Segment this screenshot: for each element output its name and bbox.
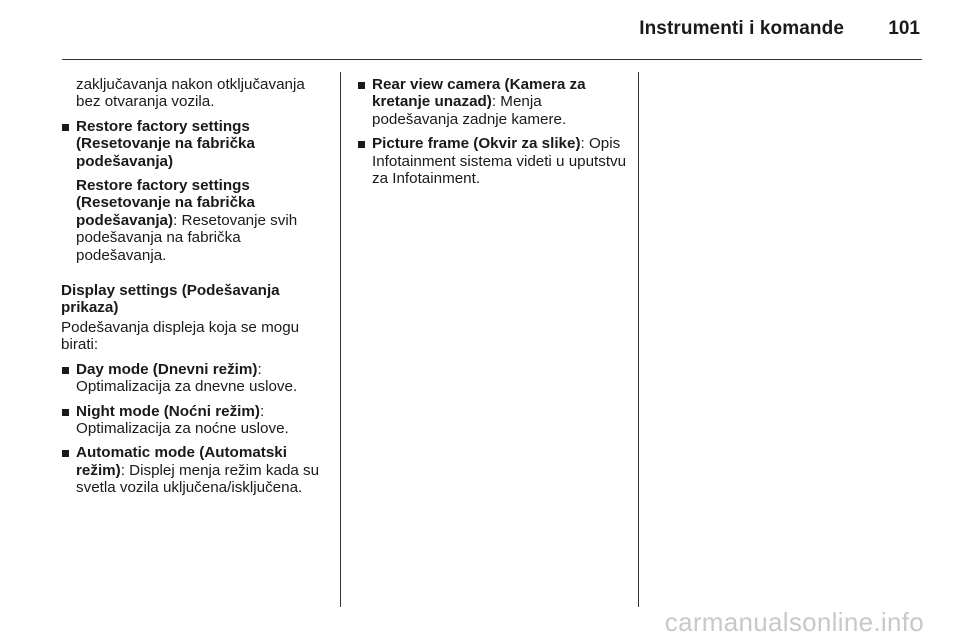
bullet-icon	[62, 450, 69, 457]
list-item-restore	[61, 118, 333, 264]
restore-description	[76, 177, 333, 264]
restore-heading: Restore factory settings (Resetovanje na fabrička podešavanja)	[76, 117, 255, 170]
display-settings-heading: Display settings (Podešavanja prikaza)	[61, 282, 280, 317]
page-number: 101	[888, 18, 920, 39]
bullet-icon	[62, 124, 69, 131]
item-text: : Optimalizacija za noćne uslove.	[76, 402, 289, 437]
item-text: : Menja podešavanja zadnje kamere.	[372, 93, 567, 128]
item-text: : Opis Infotainment sistema videti u uputstvu za Infotainment.	[372, 135, 627, 188]
item-bold: Day mode (Dnevni režim)	[76, 360, 258, 378]
column-2	[357, 76, 629, 187]
list-item	[61, 403, 333, 438]
header-title: Instrumenti i komande	[639, 18, 844, 39]
list-item	[357, 76, 629, 128]
page-header	[0, 0, 960, 62]
item-text: : Optimalizacija za dnevne uslove.	[76, 360, 298, 396]
item-bold: Rear view camera (Kamera za kretanje unazad)	[372, 76, 586, 111]
item-bold: Picture frame (Okvir za slike)	[372, 135, 581, 153]
item-bold: Night mode (Noćni režim)	[76, 402, 260, 420]
watermark: carmanualsonline.info	[664, 607, 924, 637]
bullet-icon	[358, 82, 365, 89]
list-item	[357, 135, 629, 187]
column-divider-1	[340, 72, 341, 607]
bullet-icon	[62, 367, 69, 374]
column-divider-2	[638, 72, 639, 607]
item-bold: Automatic mode (Automatski režim)	[76, 444, 287, 479]
bullet-icon	[62, 409, 69, 416]
restore-sub-bold: Restore factory settings (Resetovanje na fabrička podešavanja)	[76, 177, 255, 229]
list-item	[61, 361, 333, 396]
restore-sub-text: : Resetovanje svih podešavanja na fabrička podešavanja.	[76, 211, 298, 264]
item-text: : Displej menja režim kada su svetla vozila uključena/isključena.	[76, 461, 320, 497]
list-item	[61, 444, 333, 496]
header-rule	[62, 59, 922, 60]
bullet-icon	[358, 141, 365, 148]
continuation-text: zaključavanja nakon otključavanja bez otvaranja vozila.	[76, 76, 305, 111]
display-settings-intro: Podešavanja displeja koja se mogu birati:	[61, 318, 300, 354]
column-1	[61, 76, 333, 497]
